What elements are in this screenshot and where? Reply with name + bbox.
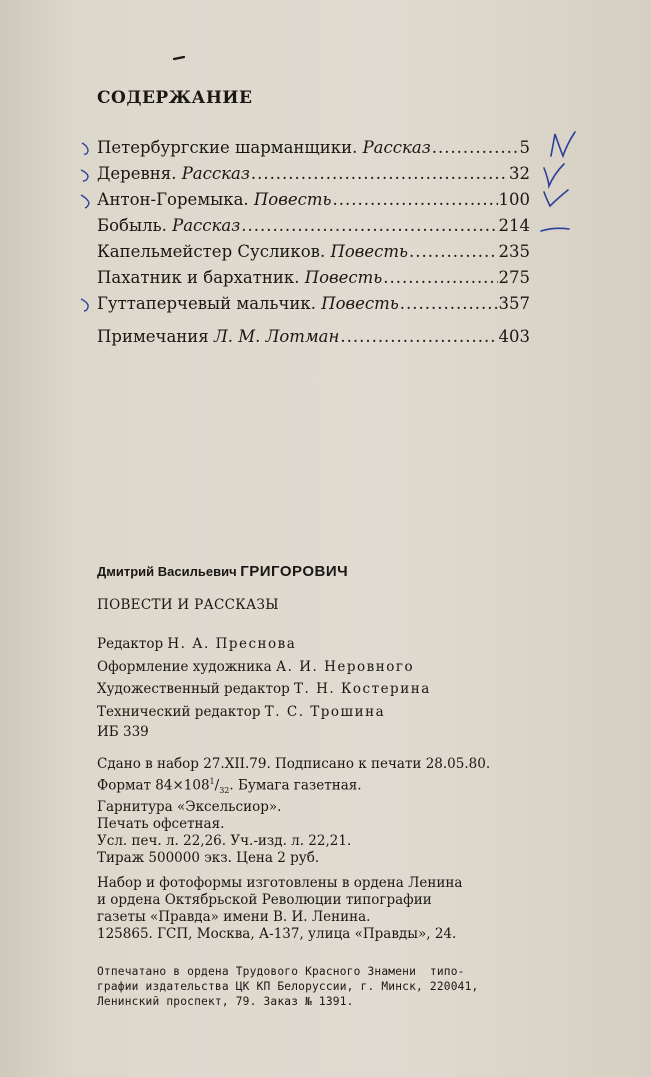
spec-line: Гарнитура «Эксельсиор».: [97, 799, 282, 816]
toc-entry: [97, 190, 530, 216]
credit-role: Художественный редактор: [97, 681, 290, 697]
spec-line: Печать офсетная.: [97, 816, 225, 833]
toc-entry-genre: Повесть: [253, 190, 332, 209]
toc-entry-title: Антон-Горемыка.: [97, 190, 254, 209]
spec-line: Усл. печ. л. 22,26. Уч.-изд. л. 22,21.: [97, 833, 352, 850]
leader-dots: [332, 190, 497, 209]
toc-entry-genre: Повесть: [330, 242, 409, 261]
format-denominator: 32: [219, 786, 230, 796]
printer-line: графии издательства ЦК КП Белоруссии, г. Минск, 220041,: [97, 980, 479, 993]
toc-entry-title: Деревня.: [97, 164, 182, 183]
leader-dots: [251, 164, 508, 183]
toc-entry-genre: Повесть: [304, 268, 383, 287]
format-suffix: . Бумага газетная.: [229, 777, 362, 794]
ib-number: ИБ 339: [97, 724, 149, 740]
credit-role: Редактор: [97, 636, 164, 652]
credit-name: А. И. Неровного: [275, 658, 415, 675]
toc-entry: [97, 268, 530, 294]
toc-entry-page: 5: [519, 138, 530, 157]
producer-block: [97, 875, 462, 943]
toc-entry: [97, 164, 530, 190]
credit-name: Н. А. Преснова: [167, 636, 297, 652]
toc-entry: [97, 216, 530, 242]
credit-line: [97, 633, 431, 656]
producer-line: газеты «Правда» имени В. И. Ленина.: [97, 909, 371, 925]
leader-dots: [383, 268, 497, 287]
author-surname: ГРИГОРОВИЧ: [240, 563, 349, 580]
credit-role: Оформление художника: [97, 658, 272, 675]
toc-notes-page: 403: [498, 327, 530, 346]
toc-entry-page: 214: [498, 216, 530, 235]
producer-line: Набор и фотоформы изготовлены в ордена Ленина: [97, 875, 463, 891]
toc-notes-author: Л. М. Лотман: [213, 327, 340, 346]
toc-entry: [97, 138, 530, 164]
producer-line: и ордена Октябрьской Революции типографии: [97, 892, 432, 908]
spec-line: Сдано в набор 27.XII.79. Подписано к печати 28.05.80.: [97, 756, 491, 772]
ink-speck: [173, 55, 185, 61]
credits-block: [97, 633, 431, 723]
credit-role: Технический редактор: [97, 703, 261, 720]
format-prefix: Формат 84×108: [97, 777, 210, 794]
toc-heading: СОДЕРЖАНИЕ: [97, 88, 253, 108]
credit-line: [97, 701, 431, 724]
pen-tick-mark: [79, 192, 93, 210]
leader-dots: [432, 138, 519, 157]
toc-notes-entry: [97, 327, 530, 353]
printer-block: [97, 964, 478, 1009]
pen-dash-mark: [538, 220, 572, 236]
toc-entry-genre: Повесть: [321, 294, 399, 313]
toc-entry: [97, 242, 530, 268]
toc-notes-title: Примечания: [97, 327, 214, 346]
toc-entry-title: Бобыль.: [97, 216, 173, 235]
format-numerator: 1: [209, 777, 215, 786]
leader-dots: [409, 242, 497, 261]
table-of-contents: [97, 138, 530, 353]
leader-dots: [241, 216, 497, 235]
producer-line: 125865. ГСП, Москва, А-137, улица «Правды», 24.: [97, 926, 457, 942]
pen-tick-mark: [79, 140, 93, 158]
toc-entry-title: Капельмейстер Сусликов.: [97, 242, 331, 261]
author-name: Дмитрий Васильевич: [97, 564, 237, 579]
toc-entry-page: 275: [498, 268, 530, 287]
author-line: [97, 563, 348, 580]
toc-entry-genre: Рассказ: [362, 138, 431, 157]
toc-entry-page: 357: [498, 294, 530, 313]
credit-line: [97, 678, 431, 701]
format-slash: /: [214, 777, 220, 794]
credit-name: Т. С. Трошина: [264, 703, 386, 720]
toc-entry-page: 235: [498, 242, 530, 261]
leader-dots: [400, 294, 498, 313]
toc-entry: [97, 294, 530, 320]
specs-block: [97, 756, 490, 867]
toc-entry-page: 32: [509, 164, 530, 183]
printer-line: Ленинский проспект, 79. Заказ № 1391.: [97, 995, 354, 1008]
pen-check-mark: [540, 184, 572, 212]
credit-line: [97, 656, 431, 679]
leader-dots: [340, 327, 497, 346]
pen-tick-mark: [79, 166, 93, 184]
toc-entry-title: Пахатник и бархатник.: [97, 268, 305, 287]
book-title: ПОВЕСТИ И РАССКАЗЫ: [97, 597, 279, 613]
spec-line: Тираж 500000 экз. Цена 2 руб.: [97, 850, 320, 867]
pen-tick-mark: [79, 296, 93, 314]
toc-entry-title: Гуттаперчевый мальчик.: [97, 294, 322, 313]
toc-entry-title: Петербургские шарманщики.: [97, 138, 363, 157]
toc-entry-genre: Рассказ: [172, 216, 241, 235]
toc-entry-page: 100: [498, 190, 530, 209]
credit-name: Т. Н. Костерина: [294, 681, 431, 697]
toc-entry-genre: Рассказ: [181, 164, 250, 183]
pen-mark-n: [545, 128, 585, 162]
printer-line: Отпечатано в ордена Трудового Красного Знамени типо-: [97, 965, 465, 978]
spec-format-line: [97, 773, 490, 799]
